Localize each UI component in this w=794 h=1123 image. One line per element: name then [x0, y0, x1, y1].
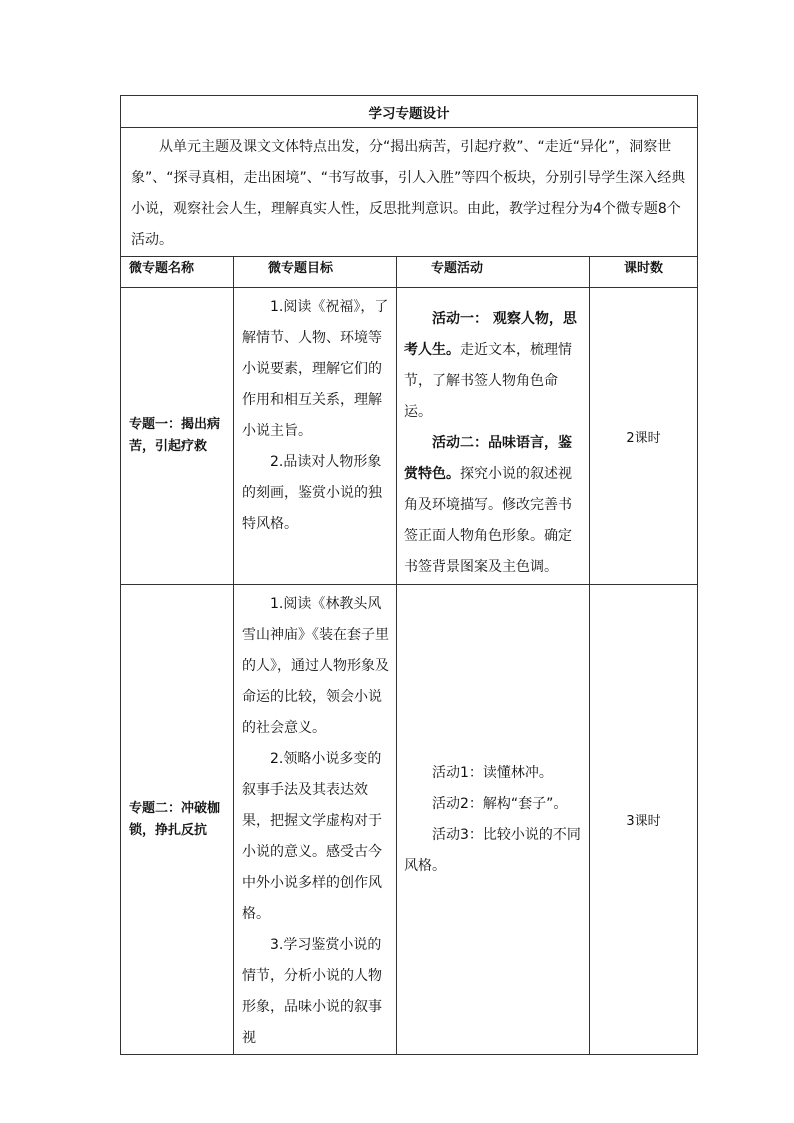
- class-hours: 2课时: [590, 288, 698, 585]
- activity-item: 活动2：解构“套子”。: [432, 795, 568, 812]
- goal-item: 3.学习鉴赏小说的情节，分析小说的人物形象，品味小说的叙事视: [242, 937, 382, 1046]
- header-topic-goal: 微专题目标: [234, 257, 397, 288]
- topic-goals: [234, 585, 397, 1055]
- topic-goals: [234, 288, 397, 585]
- table-title: 学习专题设计: [121, 96, 698, 128]
- topic-activities: [397, 288, 590, 585]
- header-row: [121, 257, 698, 288]
- topic-name: 专题一：揭出病苦，引起疗救: [121, 288, 234, 585]
- intro-paragraph: 从单元主题及课文文体特点出发，分“揭出病苦，引起疗救”、“走近“异化”，洞察世象”、“探寻真相，走出困境”、“书写故事，引人入胜”等四个板块，分别引导学生深入经典小说，观察社会人生，理解真实人性，反思批判意识。由此，教学过程分为4个微专题8个活动。: [131, 139, 686, 248]
- topic-name: 专题二：冲破枷锁，挣扎反抗: [121, 585, 234, 1055]
- activity-item: [404, 304, 583, 428]
- goal-item: 2.品读对人物形象的刻画，鉴赏小说的独特风格。: [242, 454, 382, 532]
- header-topic-name: 微专题名称: [121, 257, 234, 288]
- intro-cell: [121, 128, 698, 257]
- study-topic-design-table: [120, 95, 698, 1055]
- activity-text: 走近文本，梳理情节，了解书签人物角色命运。: [404, 342, 572, 420]
- activity-item: [404, 428, 583, 583]
- activity-lead: 活动一： 观察人物，思考人生。: [404, 311, 577, 358]
- table-row: [121, 288, 698, 585]
- activity-lead: 活动二：品味语言，鉴赏特色。: [404, 435, 572, 482]
- goal-item: 1.阅读《祝福》，了解情节、人物、环境等小说要素，理解它们的作用和相互关系，理解小说主旨。: [242, 299, 389, 439]
- activity-text: 探究小说的叙述视角及环境描写。修改完善书签正面人物角色形象。确定书签背景图案及主色调。: [404, 466, 572, 575]
- table-row: [121, 585, 698, 1055]
- header-class-hours: 课时数: [590, 257, 698, 288]
- header-topic-activity: 专题活动: [397, 257, 590, 288]
- class-hours: 3课时: [590, 585, 698, 1055]
- topic-activities: [397, 585, 590, 1055]
- activity-item: 活动3：比较小说的不同风格。: [404, 826, 581, 874]
- goal-item: 2.领略小说多变的叙事手法及其表达效果，把握文学虚构对于小说的意义。感受古今中外小说多样的创作风格。: [242, 751, 382, 922]
- goal-item: 1.阅读《林教头风雪山神庙》《装在套子里的人》，通过人物形象及命运的比较，领会小说的社会意义。: [242, 596, 389, 736]
- activity-item: 活动1：读懂林冲。: [432, 764, 553, 781]
